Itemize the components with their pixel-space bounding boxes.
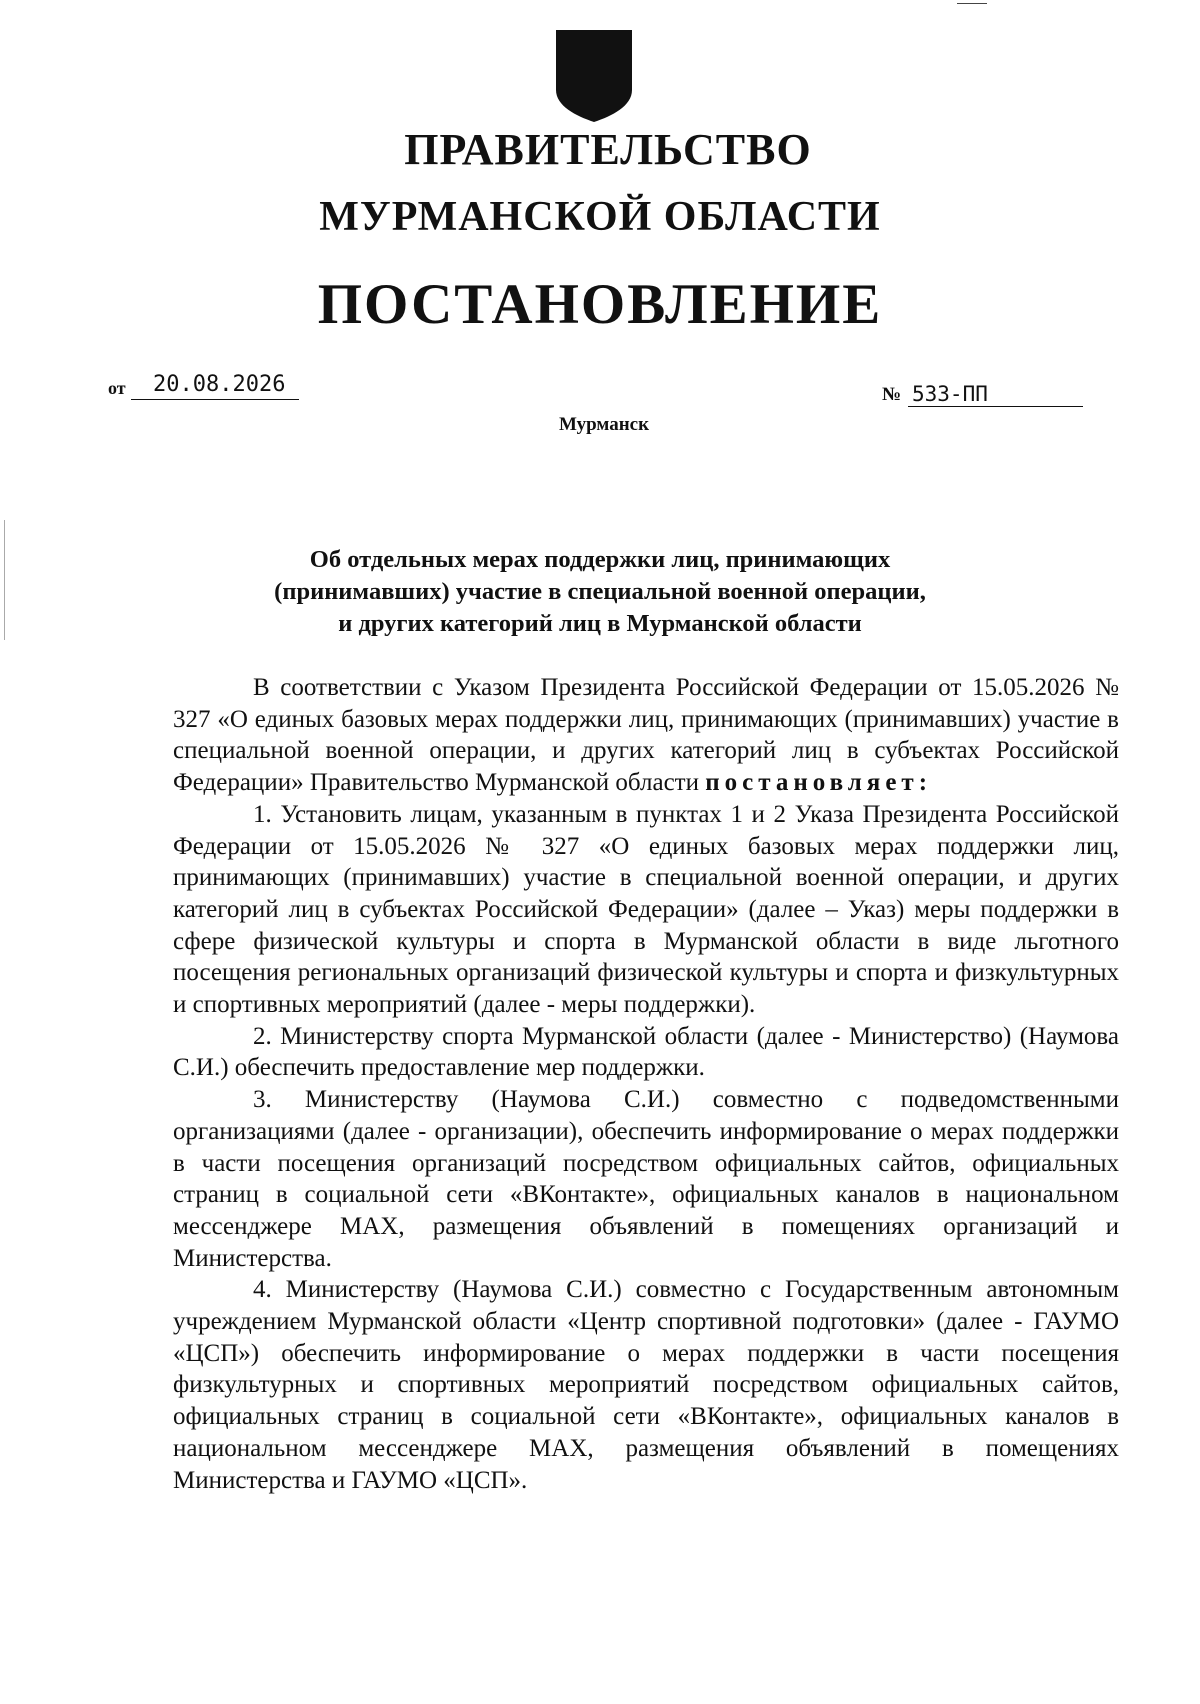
document-city: Мурманск: [558, 414, 650, 435]
preamble-text: В соответствии с Указом Президента Российской Федерации от 15.05.2026 № 327 «О единых базовых мерах поддержки лиц, принимающих (принимавших) участие в специальной военной операции, и других категорий лиц в субъектах Российской Федерации» Правительство Мурманской области: [173, 674, 1119, 797]
body-paragraph-2: 2. Министерству спорта Мурманской области (далее - Министерство) (Наумова С.И.) обеспечить предоставление мер поддержки.: [173, 1022, 1119, 1082]
document-type: ПОСТАНОВЛЕНИЕ: [317, 273, 883, 336]
document-date: 20.08.2026: [131, 372, 299, 400]
body-paragraph-3: 3. Министерству (Наумова С.И.) совместно с подведомственными организациями (далее - организации), обеспечить информирование о мерах поддержки в части посещения организаций посредством официальных сайтов, официальных страниц в социальной сети «ВКонтакте», официальных каналов в национальном мессенджере МАХ, размещения объявлений в помещениях организаций и Министерства.: [173, 1086, 1119, 1272]
decree-word: постановляет:: [705, 769, 933, 797]
date-prefix: от: [108, 378, 126, 398]
document-body: [173, 672, 1119, 1496]
title-line: (принимавших) участие в специальной военной операции,: [274, 578, 926, 605]
scan-mark: [957, 3, 987, 4]
government-name-line2: МУРМАНСКОЙ ОБЛАСТИ: [319, 194, 881, 240]
title-line: Об отдельных мерах поддержки лиц, принимающих: [309, 546, 891, 573]
body-paragraph-4: 4. Министерству (Наумова С.И.) совместно с Государственным автономным учреждением Мурманской области «Центр спортивной подготовки» (далее - ГАУМО «ЦСП») обеспечить информирование о мерах поддержки в части посещения физкультурных и спортивных мероприятий посредством официальных сайтов, официальных страниц в социальной сети «ВКонтакте», официальных каналов в национальном мессенджере МАХ, размещения объявлений в помещениях Министерства и ГАУМО «ЦСП».: [173, 1276, 1119, 1494]
title-line: и других категорий лиц в Мурманской области: [338, 610, 862, 637]
body-paragraph-1: 1. Установить лицам, указанным в пунктах 1 и 2 Указа Президента Российской Федерации от 15.05.2026 № 327 «О единых базовых мерах поддержки лиц, принимающих (принимавших) участие в специальной военной операции, и других категорий лиц в субъектах Российской Федерации» (далее – Указ) меры поддержки в сфере физической культуры и спорта в Мурманской области в виде льготного посещения региональных организаций физической культуры и спорта и физкультурных и спортивных мероприятий (далее - меры поддержки).: [173, 800, 1119, 1019]
coat-of-arms-emblem: [554, 28, 634, 124]
preamble-paragraph: [173, 672, 1119, 799]
document-meta-row: [0, 372, 1200, 412]
document-title: [0, 544, 1200, 640]
number-prefix: №: [882, 384, 902, 405]
document-number: 533-ПП: [908, 382, 1083, 407]
government-name-line1: ПРАВИТЕЛЬСТВО: [404, 125, 812, 174]
